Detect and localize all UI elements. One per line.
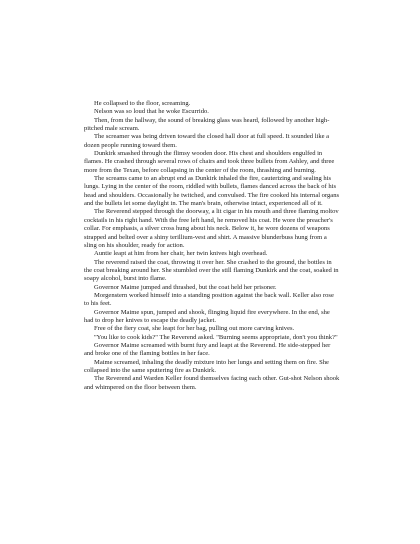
paragraph: Governor Maime spun, jumped and shook, flinging liquid fire everywhere. In the end, she had to drop her knives to escape the deadly jacket. [84,308,330,324]
paragraph: Free of the fiery coat, she leapt for her bag, pulling out more carving knives. [94,325,295,333]
paragraph: Governor Maime screamed with burnt fury and leapt at the Reverend. He side-stepped her and broke one of the flaming bottles in her face. [84,341,331,358]
paragraph: "You like to cook kids?" The Reverend asked. "Burning seems appropriate, don't you think?" [94,333,338,341]
paragraph: Nelson was so loud that he woke Escurrido. [94,108,209,116]
paragraph: The Reverend stepped through the doorway, a lit cigar in his mouth and three flaming moltov cocktails in his right hand. With the free left hand, he removed his coat. He wore the preacher's collar. For emphasis, a silver cross hung about his neck. Below it, he wore dozens of weapons strapped and belted over a shiny terillium-vest and shirt. A massive blunderbuss hung from a sling on his shoulder, ready for action. [84,208,339,249]
paragraph: Morgenstern worked himself into a standing position against the back wall. Keller also rose to his feet. [84,291,334,308]
paragraph: Governor Maime jumped and thrashed, but the coat held her prisoner. [94,283,277,291]
paragraph: The screams came to an abrupt end as Dunkirk inhaled the fire, cauterizing and sealing his lungs. Lying in the center of the room, riddled with bullets, flames danced across the back of his head and shoulders. Occasionally he twitched, and convulsed. The fire cooked his internal organs and the bullets let some daylight in. The man's brain, otherwise intact, experienced all of it. [84,175,340,208]
paragraph: Auntie leapt at him from her chair, her twin knives high overhead. [94,250,268,258]
paragraph: The Reverend and Warden Keller found themselves facing each other. Gut-shot Nelson shook and whimpered on the floor between them. [84,375,340,391]
paragraph: He collapsed to the floor, screaming. [94,100,191,107]
paragraph: Then, from the hallway, the sound of breaking glass was heard, followed by another high-pitched male scream. [84,116,330,133]
paragraph: The reverend raised the coat, throwing it over her. She crashed to the ground, the bottles in the coat breaking around her. She stumbled over the still flaming Dunkirk and the coat, soaked in soapy alcohol, burst into flame. [84,258,339,283]
body-text [84,100,340,392]
paragraph: Maime screamed, inhaling the deadly mixture into her lungs and setting them on fire. She collapsed into the same sputtering fire as Dunkirk. [84,358,329,374]
paragraph: Dunkirk smashed through the flimsy wooden door. His chest and shoulders engulfed in flames. He crashed through several rows of chairs and took three bullets from Ashley, and three more from the Texan, before collapsing in the center of the room, thrashing and burning. [84,150,335,174]
paragraph: The screamer was being driven toward the closed hall door at full speed. It sounded like a dozen people running toward them. [84,133,330,149]
